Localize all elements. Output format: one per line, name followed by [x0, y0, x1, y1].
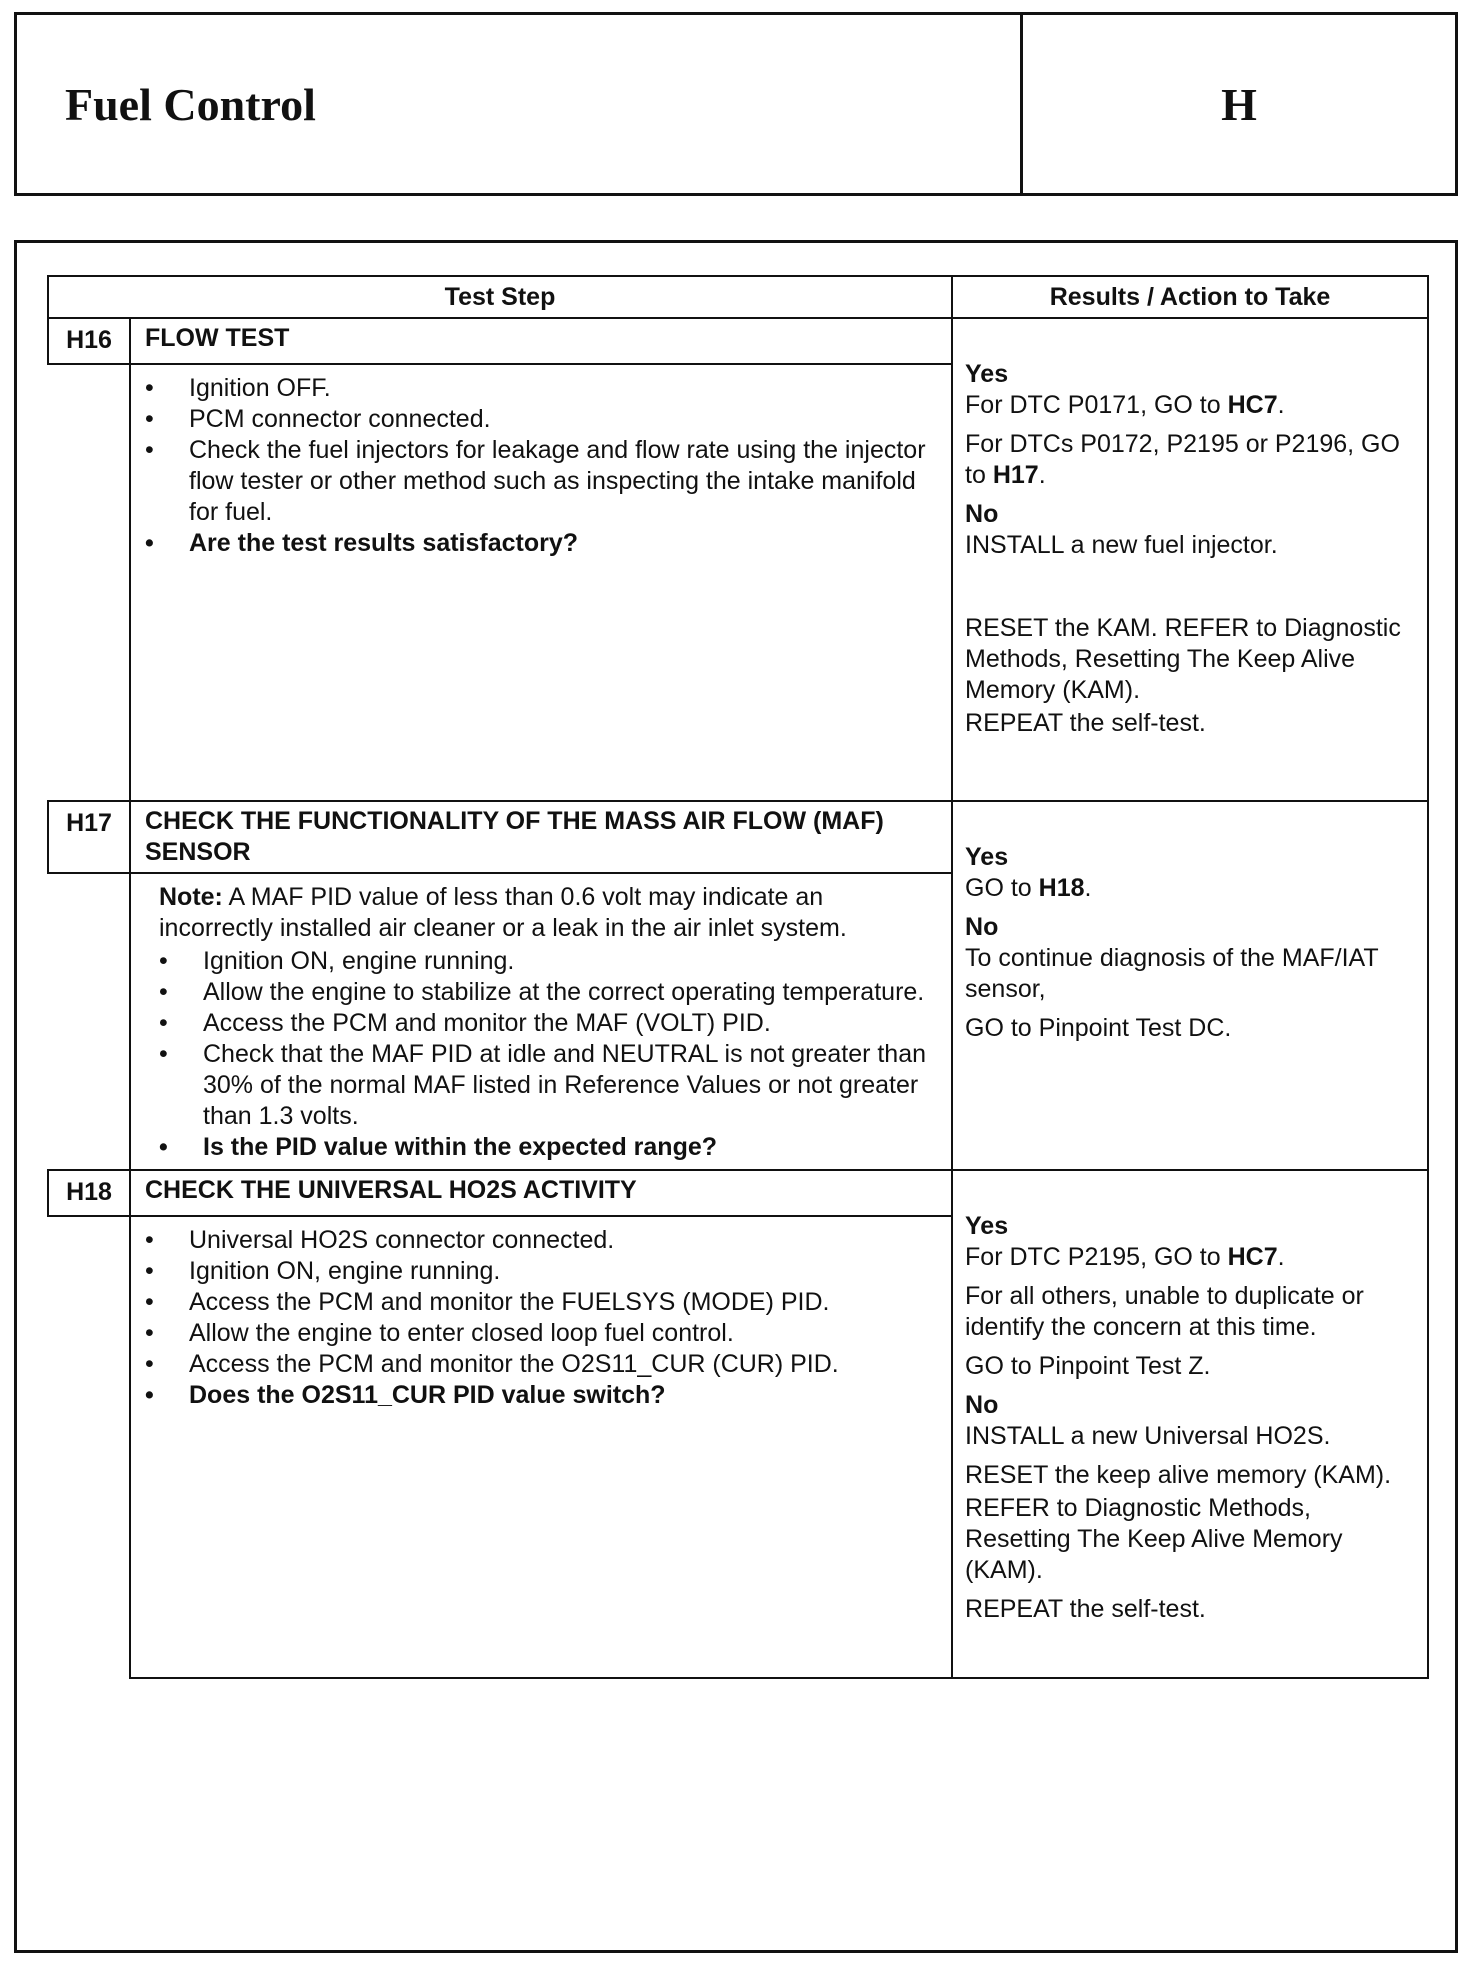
table-header-row [48, 276, 1428, 318]
step-h16-results [952, 318, 1428, 801]
result-text: For DTC P2195, GO to HC7. [965, 1243, 1285, 1271]
test-step-table [47, 275, 1429, 1679]
list-item: • Ignition ON, engine running. [145, 1256, 937, 1287]
yes-label: Yes [965, 1212, 1009, 1240]
list-item: • Ignition OFF. [145, 373, 937, 404]
list-item: • Allow the engine to stabilize at the correct operating temperature. [159, 977, 937, 1008]
step-ref: HC7 [1227, 391, 1278, 419]
list-item: • Access the PCM and monitor the FUELSYS (MODE) PID. [145, 1287, 937, 1318]
list-item: • Access the PCM and monitor the MAF (VOLT) PID. [159, 1008, 937, 1039]
step-ref: H17 [992, 461, 1039, 489]
step-title: FLOW TEST [130, 318, 952, 364]
col-header-test-step: Test Step [48, 276, 952, 318]
col-header-results: Results / Action to Take [952, 276, 1428, 318]
step-h17-body [130, 873, 952, 1170]
step-h18-results [952, 1170, 1428, 1678]
step-h17-results [952, 801, 1428, 1170]
step-h17-content [63, 882, 937, 1163]
step-h18-title-row [48, 1170, 1428, 1216]
no-label: No [965, 1391, 999, 1419]
step-ref: HC7 [1227, 1243, 1278, 1271]
step-question: • Are the test results satisfactory? [145, 528, 937, 559]
step-question: • Is the PID value within the expected range? [159, 1132, 937, 1163]
step-bullets [49, 373, 937, 559]
list-item: • PCM connector connected. [145, 404, 937, 435]
result-text: REPEAT the self-test. [965, 709, 1206, 737]
result-text: REPEAT the self-test. [965, 1595, 1206, 1623]
no-label: No [965, 913, 999, 941]
result-text: To continue diagnosis of the MAF/IAT sensor, [965, 944, 1379, 1003]
step-h16-title-row [48, 318, 1428, 364]
step-h18-body [130, 1216, 952, 1678]
yes-label: Yes [965, 843, 1009, 871]
step-h16-body [130, 364, 952, 801]
list-item: • Universal HO2S connector connected. [145, 1225, 937, 1256]
list-item: • Check the fuel injectors for leakage and flow rate using the injector flow tester or other method such as inspecting the intake manifold for fuel. [145, 435, 937, 528]
result-text: RESET the keep alive memory (KAM). [965, 1461, 1392, 1489]
list-item: • Check that the MAF PID at idle and NEUTRAL is not greater than 30% of the normal MAF listed in Reference Values or not greater than 1.3 volts. [159, 1039, 937, 1132]
result-text: REFER to Diagnostic Methods, Resetting The Keep Alive Memory (KAM). [965, 1494, 1343, 1584]
result-text: For DTC P0171, GO to HC7. [965, 391, 1285, 419]
note-text: A MAF PID value of less than 0.6 volt may indicate an incorrectly installed air cleaner or a leak in the air inlet system. [159, 883, 847, 942]
step-id: H18 [48, 1170, 130, 1216]
step-title: CHECK THE FUNCTIONALITY OF THE MASS AIR FLOW (MAF) SENSOR [130, 801, 952, 873]
yes-label: Yes [965, 360, 1009, 388]
page-header [14, 12, 1458, 196]
result-text: GO to Pinpoint Test DC. [965, 1014, 1232, 1042]
step-note [63, 882, 937, 944]
result-text: GO to H18. [965, 874, 1092, 902]
step-bullets [63, 946, 937, 1163]
step-question: • Does the O2S11_CUR PID value switch? [145, 1380, 937, 1411]
step-title: CHECK THE UNIVERSAL HO2S ACTIVITY [130, 1170, 952, 1216]
list-item: • Ignition ON, engine running. [159, 946, 937, 977]
step-h17-title-row [48, 801, 1428, 873]
no-label: No [965, 500, 999, 528]
result-text: INSTALL a new fuel injector. [965, 531, 1278, 559]
section-code: H [1221, 78, 1257, 130]
step-id: H17 [48, 801, 130, 873]
result-text: INSTALL a new Universal HO2S. [965, 1422, 1331, 1450]
list-item: • Allow the engine to enter closed loop fuel control. [145, 1318, 937, 1349]
result-text: GO to Pinpoint Test Z. [965, 1352, 1211, 1380]
step-ref: H18 [1038, 874, 1085, 902]
result-text: For DTCs P0172, P2195 or P2196, GO to H17. [965, 430, 1400, 489]
step-id: H16 [48, 318, 130, 364]
result-text: RESET the KAM. REFER to Diagnostic Methods, Resetting The Keep Alive Memory (KAM). [965, 614, 1401, 704]
note-label: Note: [159, 883, 223, 911]
list-item: • Access the PCM and monitor the O2S11_CUR (CUR) PID. [145, 1349, 937, 1380]
section-title: Fuel Control [17, 15, 1023, 193]
result-text: For all others, unable to duplicate or identify the concern at this time. [965, 1282, 1364, 1341]
step-bullets [49, 1225, 937, 1411]
